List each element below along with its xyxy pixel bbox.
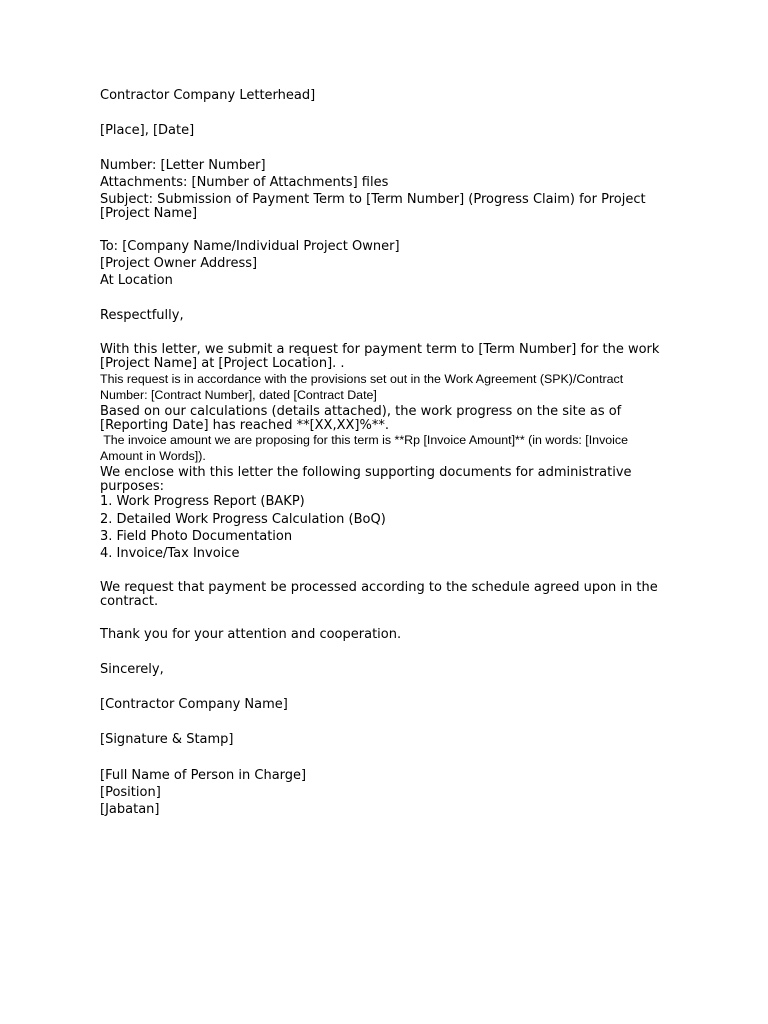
document-list-item: 3. Field Photo Documentation	[100, 529, 293, 544]
attachments: Attachments: [Number of Attachments] files	[100, 175, 389, 190]
request-paragraph-line-2: [Project Name] at [Project Location]. .	[100, 356, 345, 371]
letterhead: Contractor Company Letterhead]	[100, 88, 316, 103]
recipient-location: At Location	[100, 273, 173, 288]
subject-line: Subject: Submission of Payment Term to [Term Number] (Progress Claim) for Project	[100, 192, 646, 207]
document-list-item: 1. Work Progress Report (BAKP)	[100, 494, 305, 509]
invoice-paragraph-line-2: Amount in Words]).	[100, 449, 206, 463]
company-name: [Contractor Company Name]	[100, 697, 288, 712]
signatory-position: [Position]	[100, 785, 161, 800]
agreement-paragraph-line-2: Number: [Contract Number], dated [Contract Date]	[100, 388, 377, 402]
invoice-paragraph-line-1: The invoice amount we are proposing for this term is **Rp [Invoice Amount]** (in words: [Invoice	[100, 433, 628, 447]
document-list-item: 4. Invoice/Tax Invoice	[100, 546, 240, 561]
progress-paragraph-line-1: Based on our calculations (details attached), the work progress on the site as of	[100, 404, 622, 419]
signatory-name: [Full Name of Person in Charge]	[100, 768, 307, 783]
closing: Sincerely,	[100, 662, 164, 677]
document-list-item: 2. Detailed Work Progress Calculation (BoQ)	[100, 512, 386, 527]
request-paragraph-line-1: With this letter, we submit a request for payment term to [Term Number] for the work	[100, 342, 660, 357]
enclose-paragraph-line-1: We enclose with this letter the following supporting documents for administrative	[100, 465, 632, 480]
signatory-jabatan: [Jabatan]	[100, 802, 160, 817]
progress-paragraph-line-2: [Reporting Date] has reached **[XX,XX]%**.	[100, 418, 389, 433]
subject-line-continued: [Project Name]	[100, 206, 198, 221]
thanks-paragraph: Thank you for your attention and cooperation.	[100, 627, 402, 642]
recipient-address: [Project Owner Address]	[100, 256, 258, 271]
agreement-paragraph-line-1: This request is in accordance with the provisions set out in the Work Agreement (SPK)/Contract	[100, 372, 624, 386]
salutation: Respectfully,	[100, 308, 184, 323]
recipient: To: [Company Name/Individual Project Owner]	[100, 239, 400, 254]
payment-paragraph-line-1: We request that payment be processed according to the schedule agreed upon in the	[100, 580, 658, 595]
signature-placeholder: [Signature & Stamp]	[100, 732, 234, 747]
enclose-paragraph-line-2: purposes:	[100, 479, 164, 494]
place-date: [Place], [Date]	[100, 123, 195, 138]
payment-paragraph-line-2: contract.	[100, 594, 159, 609]
letter-number: Number: [Letter Number]	[100, 158, 266, 173]
